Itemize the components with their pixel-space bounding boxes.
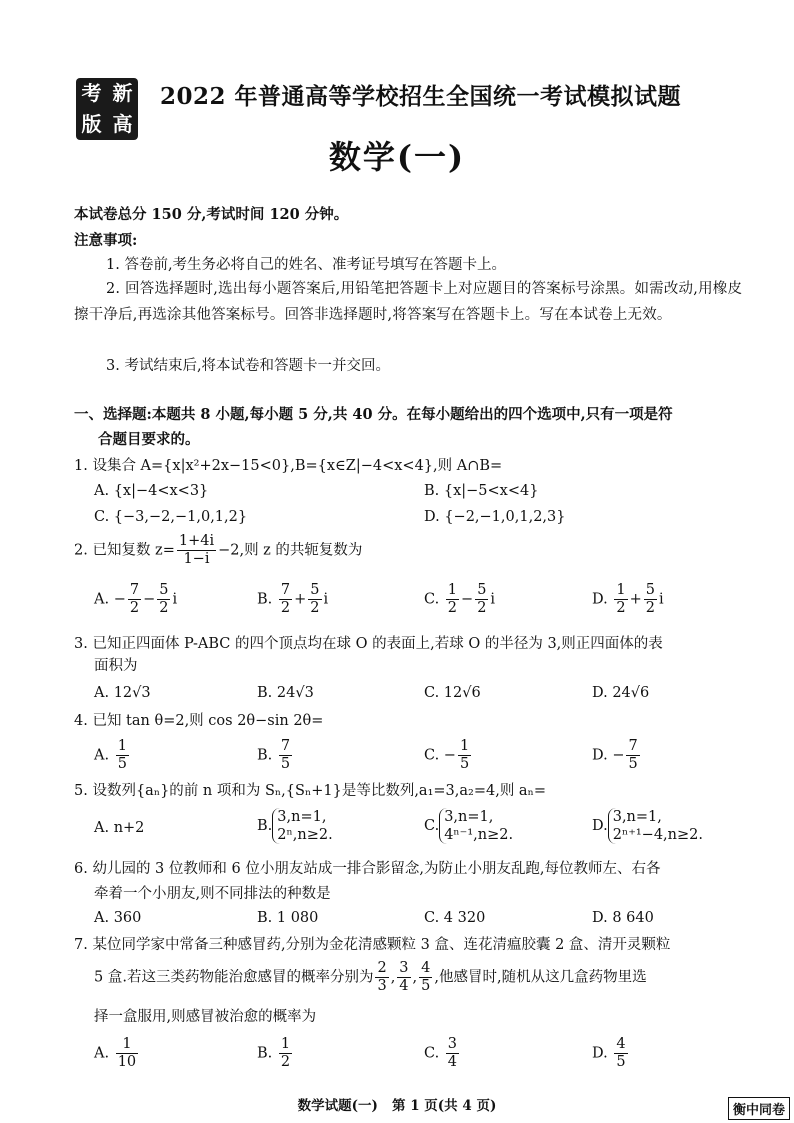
question-stem: 4. 已知 tan θ=2,则 cos 2θ−sin 2θ= [74, 713, 324, 729]
section-heading-cont: 合题目要求的。 [98, 431, 200, 448]
option-c[interactable]: C. $\frac{3}{4}$ [424, 1036, 458, 1070]
option-d[interactable]: D. {−2,−1,0,1,2,3} [424, 509, 566, 525]
option-c[interactable]: C. 12√6 [424, 685, 481, 701]
option-a[interactable]: A. 12√3 [94, 685, 151, 701]
stamp-char: 新 [112, 81, 133, 105]
option-a[interactable]: A. − $\frac{7}{2}$ − $\frac{5}{2}$ i [94, 582, 178, 616]
option-d[interactable]: D. − $\frac{7}{5}$ [592, 738, 638, 772]
notice-item: 3. 考试结束后,将本试卷和答题卡一并交回。 [106, 358, 391, 374]
question-stem: 2. 已知复数 z= $\frac{1+4i}{1-i}$ −2,则 z 的共轭复数为 [74, 533, 363, 567]
stamp-char: 高 [112, 112, 133, 136]
option-a[interactable]: A. {x|−4<x<3} [94, 483, 209, 499]
question-stem-cont: 择一盒服用,则感冒被治愈的概率为 [94, 1009, 317, 1025]
option-b[interactable]: B. 1 080 [257, 910, 319, 926]
question-stem: 3. 已知正四面体 P-ABC 的四个顶点均在球 O 的表面上,若球 O 的半径为 3,则正四面体的表 [74, 636, 663, 652]
notice-item: 2. 回答选择题时,选出每小题答案后,用铅笔把答题卡上对应题目的答案标号涂黑。如需改动,用橡皮擦干净后,再选涂其他答案标号。回答非选择题时,将答案写在答题卡上。写在本试卷上无效。 [74, 281, 743, 323]
section-heading: 一、选择题:本题共 8 小题,每小题 5 分,共 40 分。在每小题给出的四个选项中,只有一项是符 [74, 406, 673, 423]
notice-title: 注意事项: [74, 232, 138, 249]
page-footer: 数学试题(一) 第 1 页(共 4 页) [297, 1098, 497, 1114]
option-b[interactable]: B. {x|−5<x<4} [424, 483, 539, 499]
option-c[interactable]: C. $\frac{1}{2}$ − $\frac{5}{2}$ i [424, 582, 496, 616]
question-stem: 5. 设数列{aₙ}的前 n 项和为 Sₙ,{Sₙ+1}是等比数列,a₁=3,a₂=4,则 aₙ= [74, 783, 546, 799]
option-b[interactable]: B. $\frac{1}{2}$ [257, 1036, 291, 1070]
option-a[interactable]: A. $\frac{1}{10}$ [94, 1036, 137, 1070]
option-d[interactable]: D. $\frac{4}{5}$ [592, 1036, 626, 1070]
option-c[interactable]: C. {−3,−2,−1,0,1,2} [94, 509, 248, 525]
option-b[interactable]: B. 3,n=1, 2ⁿ,n≥2. [257, 809, 333, 843]
option-a[interactable]: A. 360 [94, 910, 142, 926]
option-d[interactable]: D. 8 640 [592, 910, 654, 926]
option-b[interactable]: B. 24√3 [257, 685, 314, 701]
stamp-char: 考 [81, 81, 102, 105]
option-b[interactable]: B. $\frac{7}{5}$ [257, 738, 291, 772]
question-stem-cont: 面积为 [94, 658, 138, 674]
option-a[interactable]: A. $\frac{1}{5}$ [94, 738, 127, 772]
option-c[interactable]: C. 4 320 [424, 910, 486, 926]
brand-box: 衡中同卷 [728, 1097, 790, 1120]
question-stem: 7. 某位同学家中常备三种感冒药,分别为金花清感颗粒 3 盒、连花清瘟胶囊 2 盒、清开灵颗粒 [74, 937, 671, 953]
option-c[interactable]: C. 3,n=1, 4ⁿ⁻¹,n≥2. [424, 809, 514, 843]
question-stem: 1. 设集合 A={x|x²+2x−15<0},B={x∈Z|−4<x<4},则 A∩B= [74, 458, 503, 474]
exam-title: 2022 年普通高等学校招生全国统一考试模拟试题 [160, 83, 682, 110]
notice-item: 1. 答卷前,考生务必将自己的姓名、准考证号填写在答题卡上。 [106, 257, 507, 273]
subject-title: 数学(一) [328, 138, 466, 176]
intro: 本试卷总分 150 分,考试时间 120 分钟。 [74, 206, 349, 223]
question-stem: 6. 幼儿园的 3 位教师和 6 位小朋友站成一排合影留念,为防止小朋友乱跑,每位教师左、右各 [74, 861, 661, 877]
stamp-char: 版 [81, 112, 102, 136]
logo-stamp [76, 78, 138, 140]
option-c[interactable]: C. − $\frac{1}{5}$ [424, 738, 470, 772]
option-b[interactable]: B. $\frac{7}{2}$ + $\frac{5}{2}$ i [257, 582, 329, 616]
option-d[interactable]: D. 3,n=1, 2ⁿ⁺¹−4,n≥2. [592, 809, 703, 843]
option-d[interactable]: D. $\frac{1}{2}$ + $\frac{5}{2}$ i [592, 582, 664, 616]
option-a[interactable]: A. n+2 [94, 820, 145, 836]
question-stem-cont: 5 盒.若这三类药物能治愈感冒的概率分别为 $\frac{2}{3}$ , $\frac{3}{4}$ , $\frac{4}{5}$ ,他感冒时,随机从这几盒药物里选 [94, 960, 647, 994]
question-stem-cont: 牵着一个小朋友,则不同排法的种数是 [94, 886, 331, 902]
option-d[interactable]: D. 24√6 [592, 685, 650, 701]
